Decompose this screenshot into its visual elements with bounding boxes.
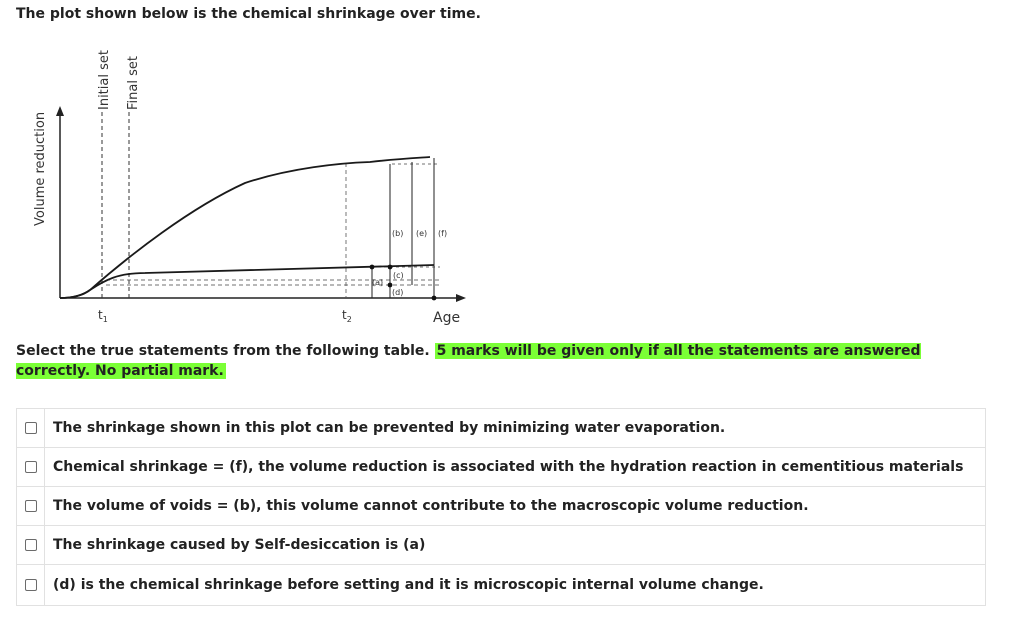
question-text: The plot shown below is the chemical shrinkage over time. xyxy=(16,6,481,22)
option-1-label: The shrinkage shown in this plot can be prevented by minimizing water evaporation. xyxy=(53,420,726,436)
shrinkage-plot xyxy=(20,40,500,340)
marking-note-highlight: 5 marks will be given only if all the statements are answered correctly. No partial mark. xyxy=(16,343,921,379)
option-4-label: The shrinkage caused by Self-desiccation is (a) xyxy=(53,537,426,553)
y-axis-label: Volume reduction xyxy=(33,111,48,226)
option-row-2[interactable] xyxy=(17,448,985,487)
option-row-3[interactable] xyxy=(17,487,985,526)
tick-label-t1: $t_1$ xyxy=(98,308,108,324)
final-set-label: Final set xyxy=(126,56,141,110)
option-row-5[interactable] xyxy=(17,565,985,605)
point-4 xyxy=(432,296,437,301)
option-3-label: The volume of voids = (b), this volume cannot contribute to the macroscopic volume reduction. xyxy=(53,498,809,514)
checkbox-cell xyxy=(17,487,45,525)
initial-set-label: Initial set xyxy=(97,50,112,110)
options-table xyxy=(16,408,986,606)
option-5-checkbox[interactable] xyxy=(25,579,37,591)
x-axis-label: Age xyxy=(433,310,461,326)
option-2-label: Chemical shrinkage = (f), the volume reduction is associated with the hydration reaction in cementitious materials xyxy=(53,459,964,475)
option-row-4[interactable] xyxy=(17,526,985,565)
option-1-checkbox[interactable] xyxy=(25,422,37,434)
segment-label-b: (b) xyxy=(392,229,404,238)
segment-label-d: (d) xyxy=(392,288,404,297)
point-3 xyxy=(388,283,393,288)
option-5-label: (d) is the chemical shrinkage before setting and it is microscopic internal volume change. xyxy=(53,577,764,593)
checkbox-cell xyxy=(17,526,45,564)
checkbox-cell xyxy=(17,409,45,447)
x-axis-arrow xyxy=(456,294,466,302)
tick-label-t2: $t_2$ xyxy=(342,308,352,324)
shrinkage-plot-svg xyxy=(20,40,500,340)
segment-label-f: (f) xyxy=(438,229,448,238)
segment-label-a: (a) xyxy=(372,278,384,287)
point-1 xyxy=(370,265,375,270)
option-3-checkbox[interactable] xyxy=(25,500,37,512)
point-2 xyxy=(388,265,393,270)
segment-label-e: (e) xyxy=(416,229,428,238)
option-2-checkbox[interactable] xyxy=(25,461,37,473)
instructions-text: Select the true statements from the following table. xyxy=(16,343,435,359)
instructions xyxy=(16,341,976,381)
checkbox-cell xyxy=(17,448,45,486)
option-4-checkbox[interactable] xyxy=(25,539,37,551)
option-row-1[interactable] xyxy=(17,409,985,448)
checkbox-cell xyxy=(17,565,45,605)
segment-label-c: (c) xyxy=(393,271,404,280)
y-axis-arrow xyxy=(56,106,64,116)
